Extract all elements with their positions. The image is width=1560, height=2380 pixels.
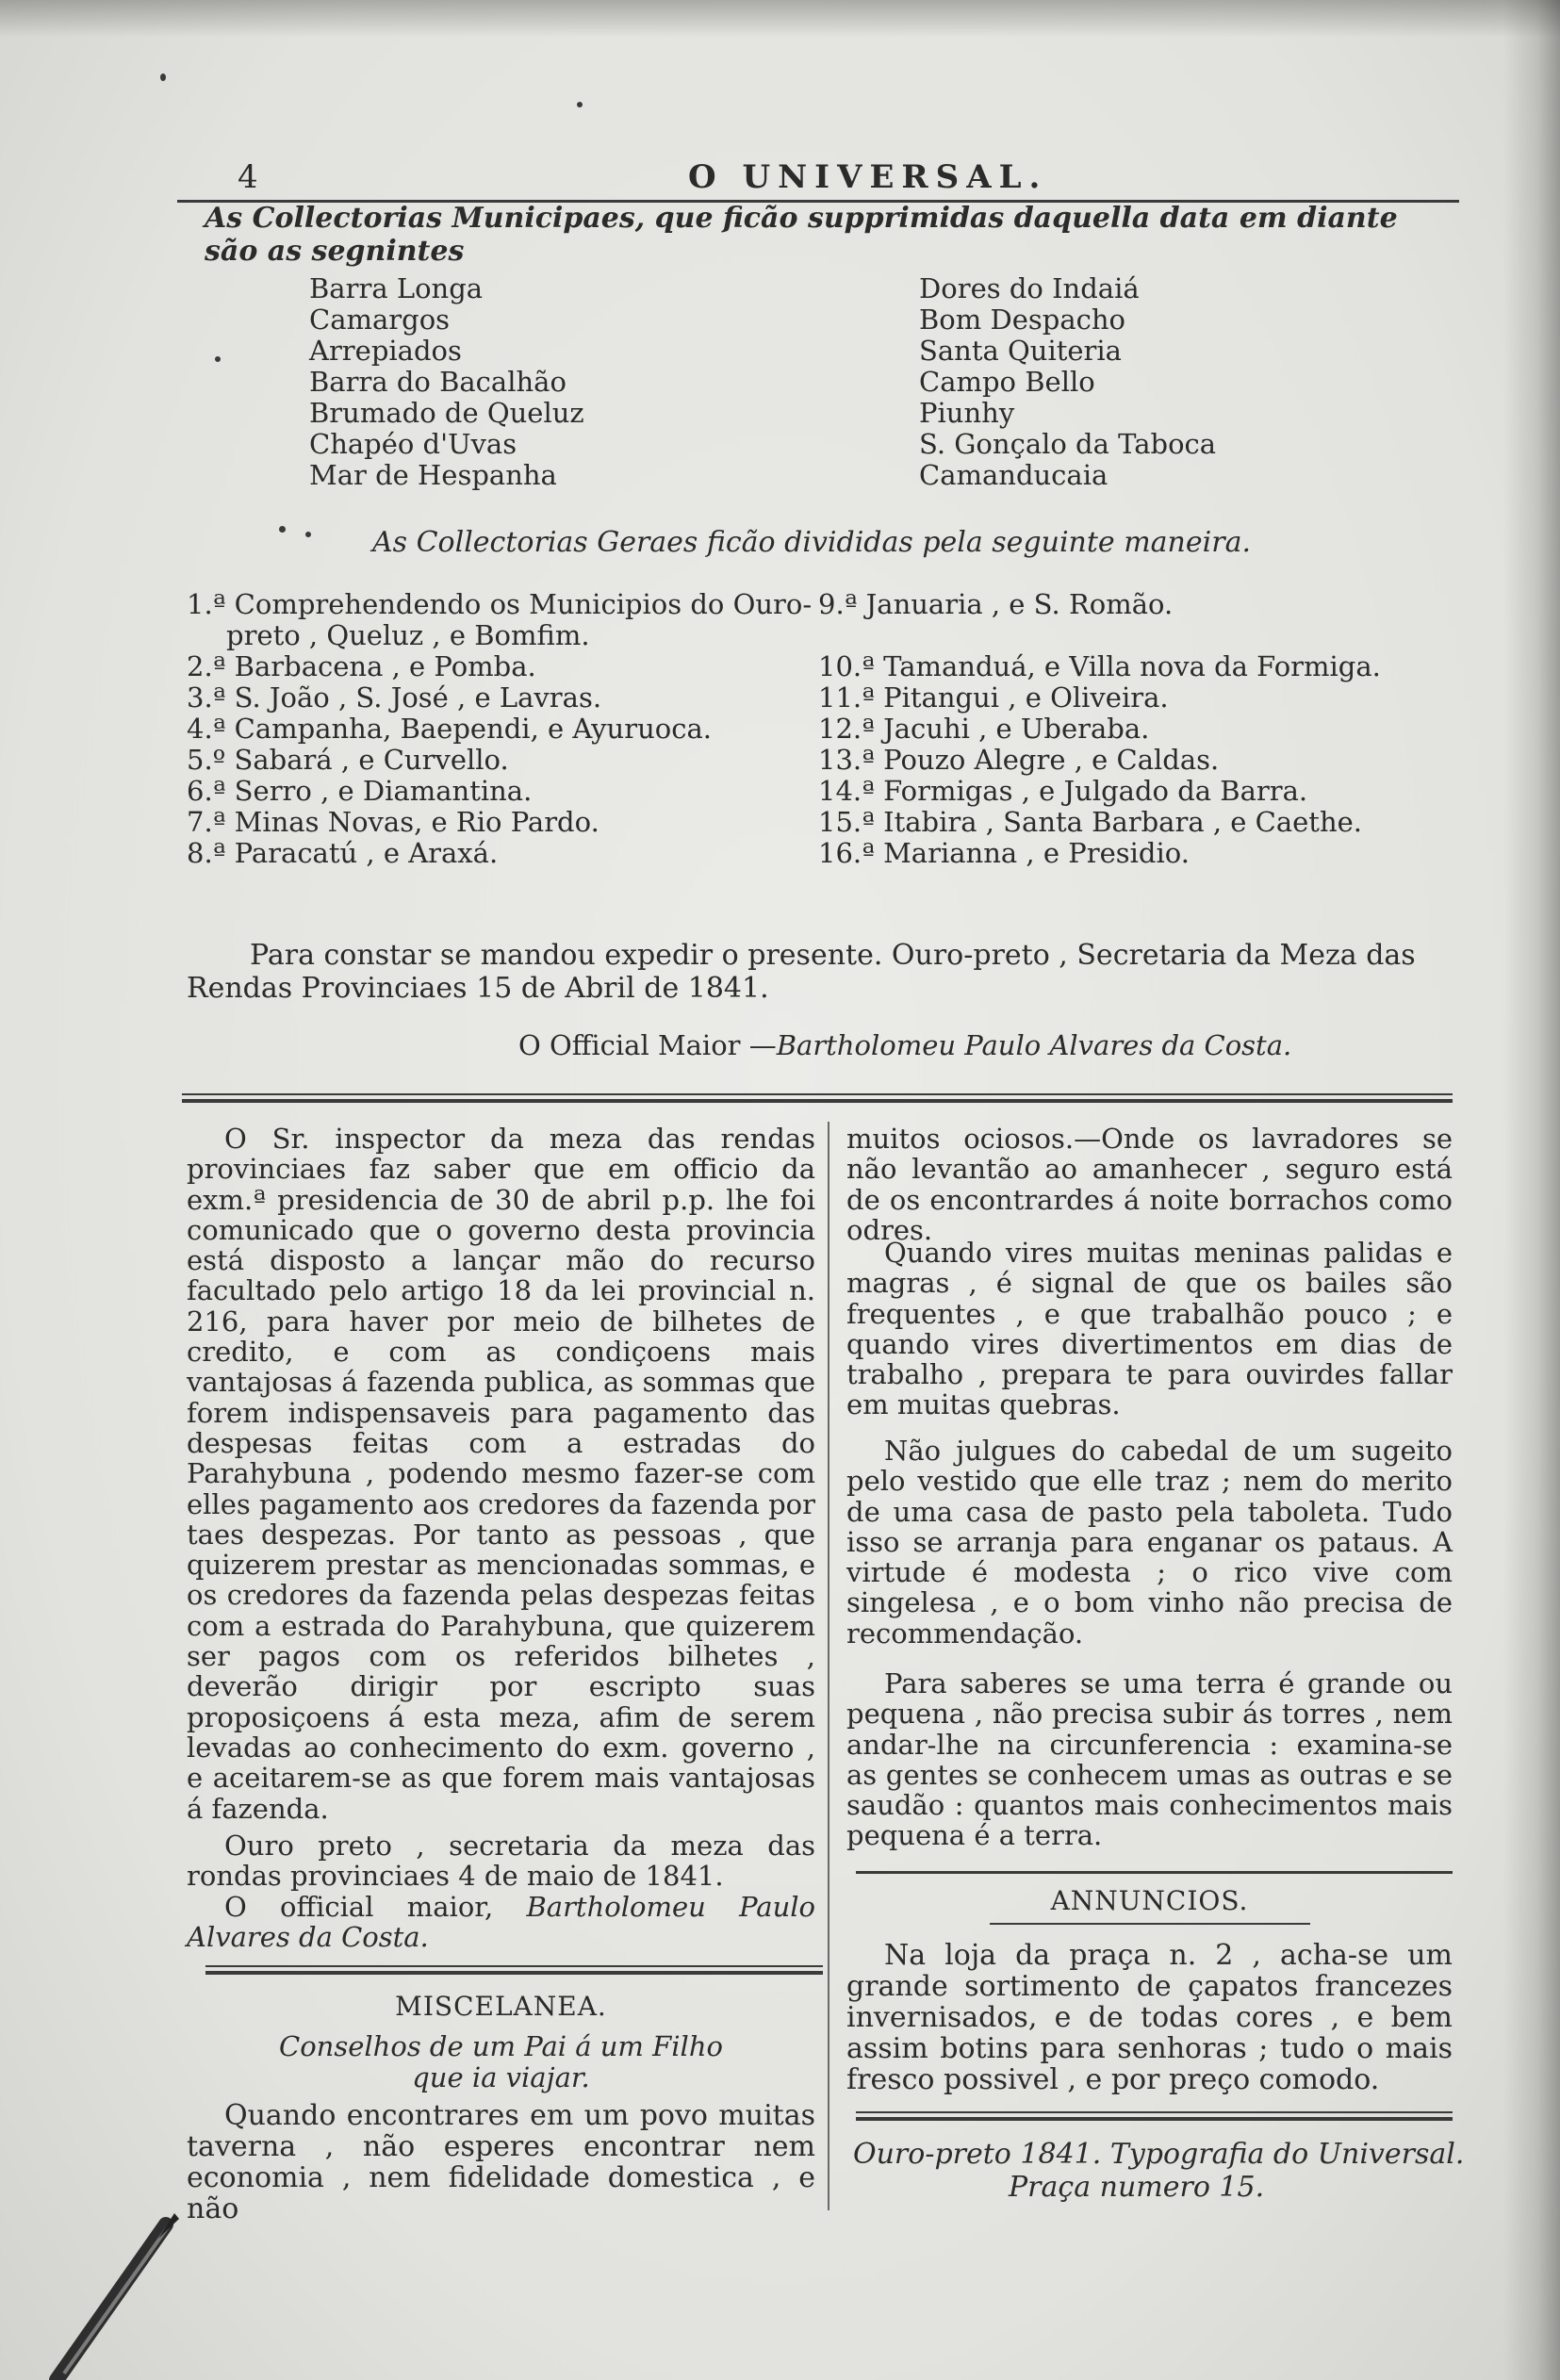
official-name: Bartholomeu Paulo Alvares da Costa.	[776, 1029, 1292, 1061]
list-item: 6.ª Serro , e Diamantina.	[187, 775, 533, 807]
list-item: Bom Despacho	[919, 304, 1126, 336]
ink-speck	[279, 526, 286, 533]
annuncio-paragraph: Na loja da praça n. 2 , acha-se um grande sortimento de çapatos francezes invernisados, e de todas cores , e bem assim botins para senhoras ; tudo o mais fresco possivel , e por preço comodo.	[846, 1939, 1453, 2096]
right-paragraph-3: Não julgues do cabedal de um sugeito pelo vestido que elle traz ; nem do merito de uma casa de pasto pela taboleta. Tudo isso se arranja para enganar os pataus. A virtude é modesta ; o rico vive com singelesa , e o bom vinho não precisa de recommendação.	[846, 1435, 1453, 1650]
list-item: 16.ª Marianna , e Presidio.	[818, 837, 1190, 869]
scan-shadow-right	[1503, 0, 1560, 2380]
newspaper-title: O UNIVERSAL.	[688, 158, 1048, 196]
list-item: 7.ª Minas Novas, e Rio Pardo.	[187, 806, 599, 838]
pen-tip-image	[0, 2196, 245, 2380]
column-divider	[828, 1122, 829, 2210]
list-item: 5.º Sabará , e Curvello.	[187, 744, 509, 776]
list-item: 9.ª Januaria , e S. Romão.	[818, 588, 1174, 620]
list-item: 3.ª S. João , S. José , e Lavras.	[187, 681, 602, 714]
ink-speck	[215, 356, 221, 362]
signature-name: Bartholomeu Paulo Alvares da Costa.	[187, 1891, 815, 1954]
list-item: Chapéo d'Uvas	[309, 428, 517, 460]
section-rule-thin	[182, 1093, 1453, 1095]
list-item: Barra Longa	[309, 272, 484, 304]
list-item: 13.ª Pouzo Alegre , e Caldas.	[818, 744, 1220, 776]
notice-signature	[187, 1892, 815, 1953]
list-item: Arrepiados	[309, 335, 462, 367]
list-item: Camanducaia	[919, 459, 1108, 491]
official-signature	[518, 1030, 1291, 1060]
municipaes-subtitle: As Collectorias Municipaes, que ficão supprimidas daquella data em diante são as segnintes	[205, 202, 1398, 268]
misc-rule-thick	[205, 1971, 823, 1975]
list-item: Barra do Bacalhão	[309, 366, 567, 398]
annuncios-title: ANNUNCIOS.	[1050, 1885, 1249, 1916]
imprint-rule-thick	[856, 2117, 1453, 2121]
conselhos-title-1: Conselhos de um Pai á um Filho	[279, 2030, 723, 2062]
list-item: 14.ª Formigas , e Julgado da Barra.	[818, 775, 1308, 807]
list-item: 12.ª Jacuhi , e Uberaba.	[818, 713, 1150, 745]
list-item: 10.ª Tamanduá, e Villa nova da Formiga.	[818, 650, 1381, 682]
scan-shadow-top	[0, 0, 1560, 38]
conselhos-paragraph: Quando encontrares em um povo muitas taverna , não esperes encontrar nem economia , nem fidelidade domestica , e não	[187, 2099, 815, 2225]
list-item: Mar de Hespanha	[309, 459, 557, 491]
imprint-rule-thin	[856, 2111, 1453, 2113]
list-item: 15.ª Itabira , Santa Barbara , e Caethe.	[818, 806, 1363, 838]
annuncios-rule	[856, 1871, 1453, 1874]
right-paragraph-2: Quando vires muitas meninas palidas e magras , é signal de que os bailes são frequentes , e que trabalhão pouco ; e quando vires divertimentos em dias de trabalho , prepara te para ouvirdes fallar em muitas quebras.	[846, 1237, 1453, 1421]
notice-place-date: Ouro preto , secretaria da meza das rondas provinciaes 4 de maio de 1841.	[187, 1830, 815, 1893]
list-item: 11.ª Pitangui , e Oliveira.	[818, 681, 1169, 714]
imprint-line-2: Praça numero 15.	[1009, 2171, 1265, 2204]
list-item: Santa Quiteria	[919, 335, 1122, 367]
list-item: Brumado de Queluz	[309, 397, 584, 429]
ink-speck	[305, 532, 311, 537]
list-item: 1.ª Comprehendendo os Municipios do Ouro-	[187, 588, 813, 620]
miscelanea-title: MISCELANEA.	[395, 1991, 607, 2022]
constar-line-2: Rendas Provinciaes 15 de Abril de 1841.	[187, 972, 769, 1005]
section-rule-thick	[182, 1099, 1453, 1103]
notice-paragraph: O Sr. inspector da meza das rendas provinciaes faz saber que em officio da exm.ª presidencia de 30 de abril p.p. lhe foi comunicado que o governo desta provincia está disposto a lançar mão do recurso facultado pelo artigo 18 da lei provincial n. 216, para haver por meio de bilhetes de credito, e com as condiçoens mais vantajosas á fazenda publica, as sommas que forem indispensaveis para pagamento das despesas feitas com a estradas do Parahybuna , podendo mesmo fazer-se com elles pagamento aos credores da fazenda por taes despezas. Por tanto as pessoas , que quizerem prestar as mencionadas sommas, e os credores da fazenda pelas despezas feitas com a estrada do Parahybuna, que quizerem ser pagos com os referidos bilhetes , deverão dirigir por escripto suas proposiçoens á esta meza, afim de serem levadas ao conhecimento do exm. governo , e aceitarem-se as que forem mais vantajosas á fazenda.	[187, 1123, 815, 1825]
list-item: 4.ª Campanha, Baependi, e Ayuruoca.	[187, 713, 712, 745]
geraes-heading: As Collectorias Geraes ficão divididas pela seguinte maneira.	[372, 526, 1251, 559]
ink-speck	[577, 102, 583, 107]
page-number: 4	[238, 158, 258, 196]
constar-line-1: Para constar se mandou expedir o presente. Ouro-preto , Secretaria da Meza das	[250, 939, 1416, 972]
list-item: 2.ª Barbacena , e Pomba.	[187, 650, 536, 682]
list-item: Piunhy	[919, 397, 1015, 429]
misc-rule-thin	[205, 1965, 823, 1967]
right-paragraph-1: muitos ociosos.—Onde os lavradores se não levantão ao amanhecer , seguro está de os encontrardes á noite borrachos como odres.	[846, 1123, 1453, 1246]
annuncios-underline	[990, 1923, 1310, 1925]
conselhos-title-2: que ia viajar.	[412, 2061, 590, 2093]
list-item: S. Gonçalo da Taboca	[919, 428, 1217, 460]
list-item: 8.ª Paracatú , e Araxá.	[187, 837, 499, 869]
right-paragraph-4: Para saberes se uma terra é grande ou pequena , não precisa subir ás torres , nem andar-lhe na circunferencia : examina-se as gentes se conhecem umas as outras e se saudão : quantos mais conhecimentos mais pequena é a terra.	[846, 1667, 1453, 1852]
imprint-line-1: Ouro-preto 1841. Typografia do Universal.	[853, 2138, 1465, 2171]
list-item: Campo Bello	[919, 366, 1095, 398]
list-item: Dores do Indaiá	[919, 272, 1140, 304]
list-item: Camargos	[309, 304, 451, 336]
signature-prefix: O official maior,	[224, 1891, 527, 1923]
ink-speck	[160, 74, 166, 81]
list-item: preto , Queluz , e Bomfim.	[226, 619, 590, 651]
official-prefix: O Official Maior —	[518, 1029, 777, 1061]
